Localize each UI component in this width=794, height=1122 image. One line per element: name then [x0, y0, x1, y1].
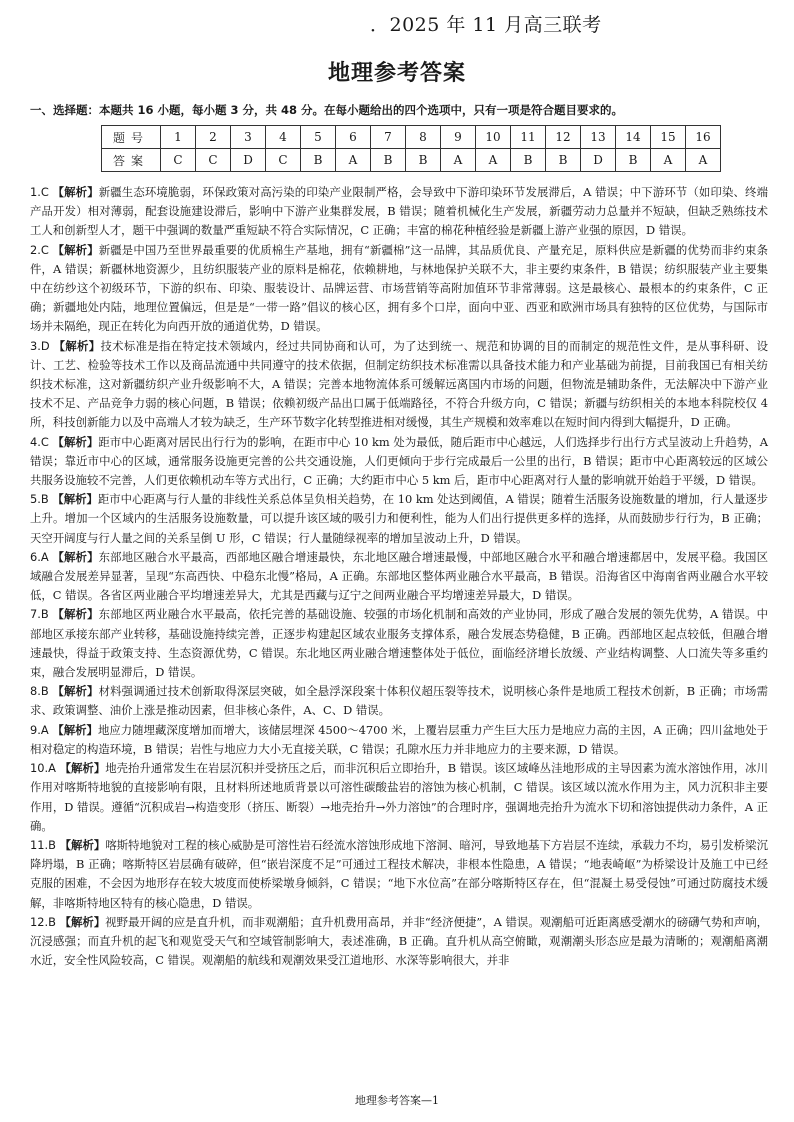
document-title: 地理参考答案: [327, 61, 466, 86]
item-text: 材料强调通过技术创新取得深层突破，如全悬浮深段案十体积仪超压裂等技术，说明核心条件是地质工程技术创新，B 正确；市场需求、政策调整、油价上涨是推动因素，但非核心条件，A、C、D 错误。: [30, 684, 768, 718]
item-text: 新疆生态环境脆弱，环保政策对高污染的印染产业限制严格，会导致中下游印染环节发展滞后，A 错误；中下游环节（如印染、终端产品开发）相对薄弱，配套设施建设滞后，影响中下游产业集群发展，B 错误；随着机械化生产发展，新疆劳动力总量并不短缺，但缺乏熟练技术工人和创新型人才，题干中强调的数量严重短缺不符合实际情况，C 正确；丰富的棉花种植经验是新疆上游产业强的原因，D 错误。: [30, 185, 768, 238]
item-number: 11.B: [30, 837, 56, 852]
answer-cell: A: [336, 149, 371, 172]
explanation-item: [30, 241, 768, 337]
explanation-item: [30, 548, 768, 606]
explanation-item: [30, 490, 768, 548]
answer-row: [102, 149, 721, 172]
question-number-cell: 2: [196, 126, 231, 149]
question-number-cell: 12: [546, 126, 581, 149]
analysis-tag: 【解析】: [52, 492, 98, 507]
question-number-cell: 14: [616, 126, 651, 149]
item-number: 3.D: [30, 338, 50, 353]
answer-cell: C: [196, 149, 231, 172]
answer-cell: B: [511, 149, 546, 172]
question-number-header: 题号: [102, 126, 161, 149]
analysis-tag: 【解析】: [52, 722, 98, 737]
explanation-item: [30, 433, 768, 491]
answer-cell: D: [231, 149, 266, 172]
question-number-cell: 6: [336, 126, 371, 149]
analysis-tag: 【解析】: [59, 761, 106, 776]
item-text: 距市中心距离与行人量的非线性关系总体呈负相关趋势，在 10 km 处达到阈值，A 错误；随着生活服务设施数量的增加，行人量逐步上升。增加一个区域内的生活服务设施数量，可以提升该区域的吸引力和便利性，能为人们出行提供更多样的选择，从而鼓励步行行为，B 正确；天空开阔度与行人量之间的关系呈倒 U 形，C 错误；行人量随绿视率的增加呈波动上升，D 错误。: [30, 492, 768, 545]
answer-cell: A: [686, 149, 721, 172]
item-number: 4.C: [30, 434, 49, 449]
section-heading: 一、选择题：本题共 16 小题，每小题 3 分，共 48 分。在每小题给出的四个选项中，只有一项是符合题目要求的。: [30, 103, 624, 117]
question-number-cell: 1: [161, 126, 196, 149]
explanation-item: [30, 337, 768, 433]
item-number: 7.B: [30, 607, 49, 622]
item-text: 地应力随埋藏深度增加而增大，该储层埋深 4500～4700 米，上覆岩层重力产生巨大压力是地应力高的主因，A 正确；四川盆地处于相对稳定的构造环境，B 错误；岩性与地应力大小无直接关联，C 错误；孔隙水压力并非地应力的主要来源，D 错误。: [30, 722, 768, 756]
question-number-cell: 9: [441, 126, 476, 149]
explanations: [30, 183, 768, 970]
explanation-item: [30, 682, 768, 720]
analysis-tag: 【解析】: [59, 914, 106, 929]
question-number-cell: 15: [651, 126, 686, 149]
explanation-item: [30, 721, 768, 759]
analysis-tag: 【解析】: [59, 837, 106, 852]
answer-cell: B: [546, 149, 581, 172]
question-number-cell: 8: [406, 126, 441, 149]
explanation-item: [30, 913, 768, 971]
exam-title: ．2025 年 11 月高三联考: [370, 14, 602, 36]
analysis-tag: 【解析】: [52, 434, 99, 449]
question-number-cell: 7: [371, 126, 406, 149]
item-text: 地壳抬升通常发生在岩层沉积并受挤压之后，而非沉积后立即抬升，B 错误。该区域峰丛洼地形成的主导因素为流水溶蚀作用，冰川作用对喀斯特地貌的直接影响有限，且材料所述地质背景以可溶性碳酸盐岩的溶蚀为核心机制，C 错误。该区域以流水作用为主，风力沉积非主要作用，D 错误。遵循“沉积成岩→构造变形（挤压、断裂）→地壳抬升→外力溶蚀”的合理时序，强调地壳抬升为流水下切和溶蚀提供动力条件，A 正确。: [30, 761, 768, 833]
answer-header: 答案: [102, 149, 161, 172]
item-number: 10.A: [30, 761, 56, 776]
analysis-tag: 【解析】: [52, 242, 99, 257]
item-text: 东部地区融合水平最高，西部地区融合增速最快，东北地区融合增速最慢，中部地区融合水平和融合增速都居中，发展平稳。我国区域融合发展差异显著，呈现“东高西快、中稳东北慢”格局，A 正确。东部地区整体两业融合水平最高，B 错误。沿海省区中海南省两业融合水平较低，C 错误。各省区两业融合平均增速差异大，尤其是西藏与辽宁之间两业融合平均增速差异最大，D 错误。: [30, 549, 768, 603]
analysis-tag: 【解析】: [53, 338, 101, 353]
question-number-cell: 3: [231, 126, 266, 149]
item-text: 新疆是中国乃至世界最重要的优质棉生产基地，拥有“新疆棉”这一品牌，其品质优良、产量充足，原料供应是新疆的优势而非约束条件，A 错误；新疆林地资源少，且纺织服装产业的原料是棉花，依赖耕地，与林地保护关联不大，非主要约束条件，B 错误；纺织服装产业主要集中在纺纱这个初级环节，下游的织布、印染、服装设计、品牌运营、市场营销等高附加值环节非常薄弱。这是最核心、最根本的约束条件，C 正确；新疆地处内陆，地理位置偏远，但是是“一带一路”倡议的核心区，拥有多个口岸，面向中亚、西亚和欧洲市场具有独特的区位优势，与国际市场并未隔绝，现正在转化为向西开放的通道优势，D 错误。: [30, 242, 768, 334]
question-number-cell: 10: [476, 126, 511, 149]
item-number: 2.C: [30, 242, 49, 257]
question-number-cell: 11: [511, 126, 546, 149]
answer-table: [101, 125, 721, 172]
question-number-cell: 13: [581, 126, 616, 149]
item-number: 9.A: [30, 722, 49, 737]
answer-cell: A: [651, 149, 686, 172]
answer-cell: B: [371, 149, 406, 172]
answer-cell: B: [616, 149, 651, 172]
answer-cell: C: [266, 149, 301, 172]
page-footer: 地理参考答案—1: [355, 1094, 439, 1107]
explanation-item: [30, 183, 768, 241]
item-text: 距市中心距离对居民出行行为的影响，在距市中心 10 km 处为最低，随后距市中心越远，人们选择步行出行方式呈波动上升趋势，A 错误；靠近市中心的区域，通常服务设施更完善的公共交通设施，人们更倾向于步行完成最后一公里的出行，B 错误；距市中心距离较远的区域公共服务设施较不完善，人们更依赖机动车等方式出行，C 正确；大约距市中心 5 km 后，距市中心距离对行人量的影响就开始趋于平缓，D 错误。: [30, 434, 768, 488]
analysis-tag: 【解析】: [52, 684, 99, 699]
analysis-tag: 【解析】: [52, 549, 99, 564]
item-text: 技术标准是指在特定技术领域内，经过共同协商和认可，为了达到统一、规范和协调的目的而制定的规范性文件，是从事科研、设计、工艺、检验等技术工作以及商品流通中共同遵守的技术依据，但制定纺织技术标准需以具备技术能力和产业基础为前提，目前我国已有相关纺织技术标准，这对新疆纺织产业升级影响不大，A 错误；完善本地物流体系可缓解远离国内市场的问题，但物流是辅助条件，无法解决中下游产业技术不足、产品竞争力弱的核心问题，B 错误；依赖初级产品出口属于低端路径，不符合升级方向，C 错误；新疆与纺织相关的本地本科院校仅 4 所，科技创新能力以及中高端人才较为缺乏，生产环节数字化转型推进相对缓慢，其生产规模和效率难以在短时间内得到大幅提升，D 正确。: [30, 338, 768, 430]
answer-cell: A: [476, 149, 511, 172]
item-text: 东部地区两业融合水平最高，依托完善的基础设施、较强的市场化机制和高效的产业协同，形成了融合发展的领先优势，A 错误。中部地区承接东部产业转移，基础设施持续完善，正逐步构建起区域农业服务支撑体系，融合发展态势稳健，B 正确。西部地区起点较低，但融合增速最快，得益于政策支持、生态资源优势，C 错误。东北地区两业融合增速整体处于低位，面临经济增长放缓、产业结构调整、人口流失等多重约束，融合发展明显滞后，D 错误。: [30, 607, 769, 680]
item-number: 6.A: [30, 549, 49, 564]
item-text: 视野最开阔的应是直升机，而非观潮船；直升机费用高昂，并非“经济便捷”，A 错误。观潮船可近距离感受潮水的磅礴气势和声响，沉浸感强；而直升机的起飞和观览受天气和空域管制影响大，表述准确，B 正确。直升机从高空俯瞰，观潮潮头形态应是最为清晰的；观潮船离潮水近，安全性风险较高，C 错误。观潮船的航线和观潮效果受江道地形、水深等影响很大，并非: [30, 914, 769, 968]
answer-cell: D: [581, 149, 616, 172]
explanation-item: [30, 605, 768, 682]
question-number-row: [102, 126, 721, 149]
analysis-tag: 【解析】: [52, 185, 99, 199]
item-number: 12.B: [30, 914, 56, 929]
answer-cell: C: [161, 149, 196, 172]
answer-cell: A: [441, 149, 476, 172]
answer-cell: B: [301, 149, 336, 172]
item-number: 5.B: [30, 492, 49, 507]
item-number: 8.B: [30, 684, 49, 699]
explanation-item: [30, 836, 768, 913]
item-text: 喀斯特地貌对工程的核心威胁是可溶性岩石经流水溶蚀形成地下溶洞、暗河，导致地基下方岩层不连续，承载力不均，易引发桥梁沉降坍塌，B 正确；喀斯特区岩层确有破碎，但“嵌岩深度不足”可通过工程技术解决，非根本性隐患，A 错误；“地表崎岖”为桥梁设计及施工中已经克服的困难，不会因为地形存在较大坡度而使桥梁墩身倾斜，C 错误；“地下水位高”在部分喀斯特区存在，但“混凝土易受侵蚀”可通过防腐技术缓解，非喀斯特地区特有的核心隐患，D 错误。: [30, 837, 768, 910]
item-number: 1.C: [30, 185, 49, 199]
analysis-tag: 【解析】: [52, 607, 99, 622]
answer-cell: B: [406, 149, 441, 172]
explanation-item: [30, 759, 768, 836]
question-number-cell: 4: [266, 126, 301, 149]
question-number-cell: 5: [301, 126, 336, 149]
question-number-cell: 16: [686, 126, 721, 149]
